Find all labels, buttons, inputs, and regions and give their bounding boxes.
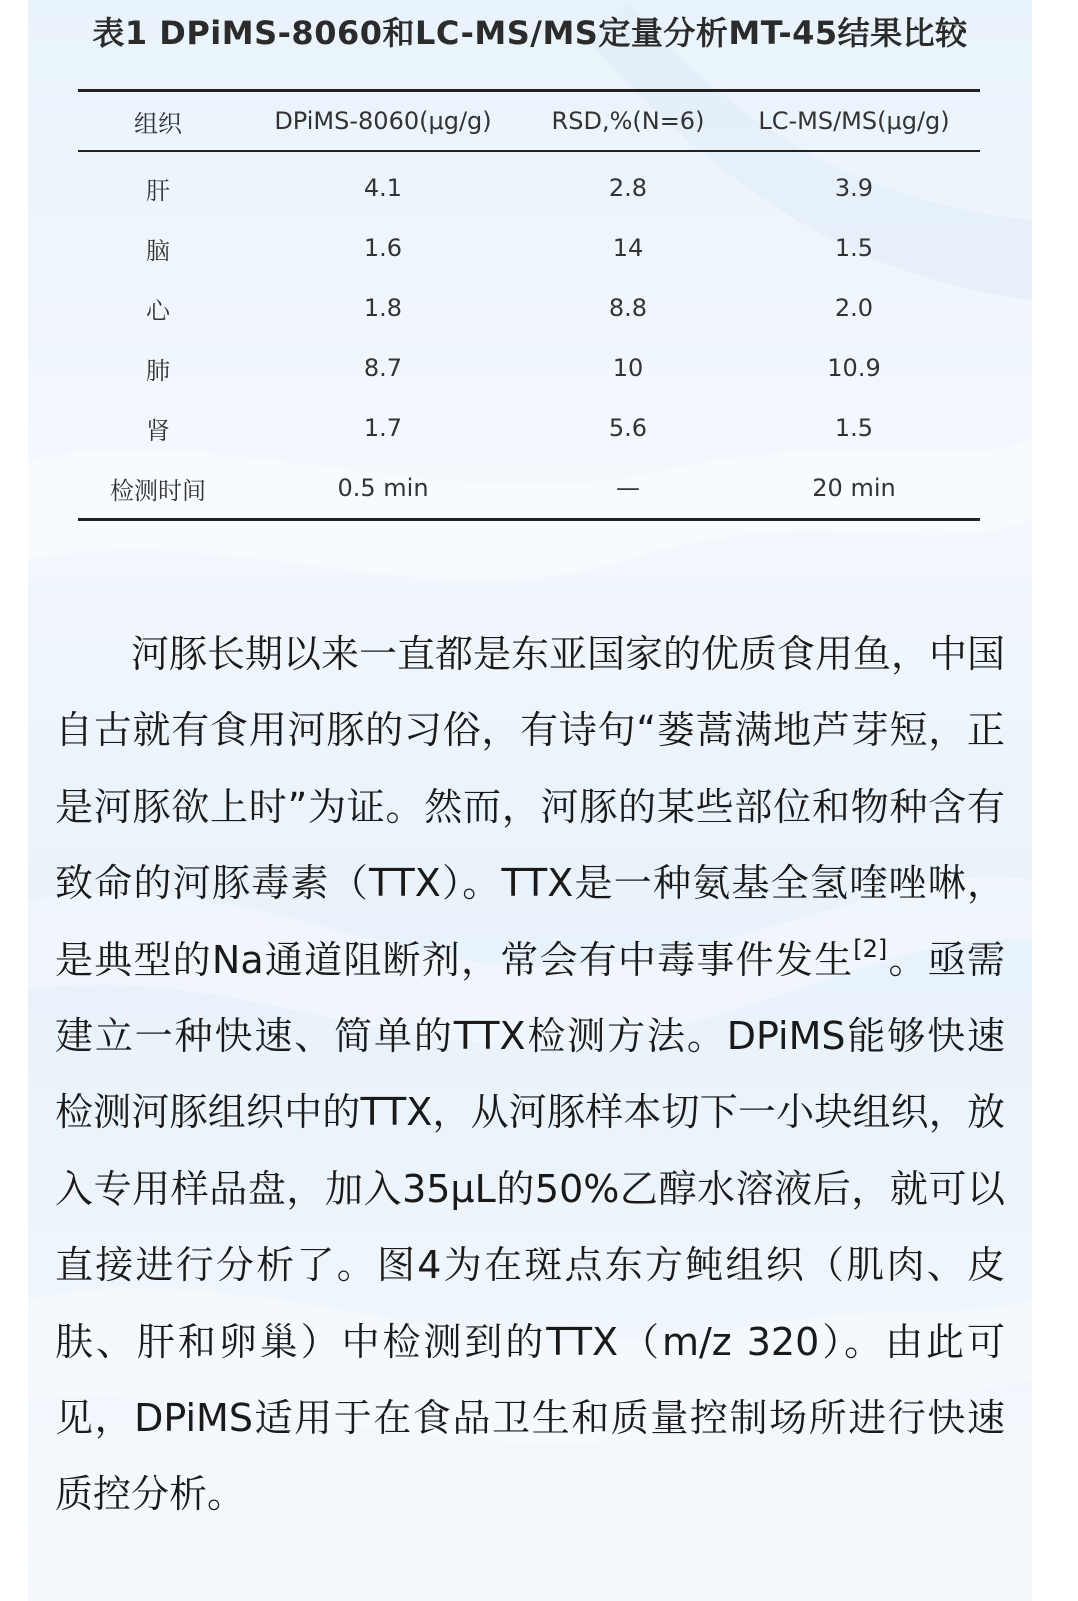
header-lcms: LC-MS/MS(μg/g) — [758, 107, 950, 135]
cell-tissue: 肾 — [146, 416, 170, 445]
cell-dpims: 0.5 min — [337, 474, 429, 502]
cell-rsd: 10 — [612, 354, 644, 382]
paragraph-text-part2: 。亟需建立一种快速、简单的TTX检测方法。DPiMS能够快速检测河豚组织中的TTX，从河豚样本切下一小块组织，放入专用样品盘，加入35μL的50%乙醇水溶液后，就可以直接进行分析了。图4为在斑点东方鲀组织（肌肉、皮肤、肝和卵巢）中检测到的TTX（m/z 320）。由此可见，DPiMS适用于在食品卫生和质量控制场所进行快速质控分析。 — [55, 937, 1005, 1517]
paragraph-text-part1: 河豚长期以来一直都是东亚国家的优质食用鱼，中国自古就有食用河豚的习俗，有诗句“蒌蒿满地芦芽短，正是河豚欲上时”为证。然而，河豚的某些部位和物种含有致命的河豚毒素（TTX）。TTX是一种氨基全氢喹唑啉，是典型的Na通道阻断剂，常会有中毒事件发生 — [55, 632, 1006, 982]
cell-lcms: 2.0 — [834, 294, 874, 322]
cell-dpims: 1.7 — [363, 414, 403, 442]
table-row-detection-time — [78, 458, 980, 520]
body-paragraph — [55, 616, 1005, 1533]
cell-rsd: 5.6 — [608, 414, 648, 442]
cell-tissue: 检测时间 — [110, 476, 206, 505]
reference-superscript: [2] — [853, 934, 888, 963]
cell-lcms: 10.9 — [827, 354, 881, 382]
table-title: 表1 DPiMS-8060和LC-MS/MS定量分析MT-45结果比较 — [92, 14, 968, 52]
table-row — [78, 151, 980, 218]
table-row — [78, 338, 980, 398]
table-row — [78, 398, 980, 458]
article-page — [28, 0, 1032, 1601]
header-rsd: RSD,%(N=6) — [551, 107, 705, 135]
cell-dpims: 8.7 — [363, 354, 403, 382]
header-dpims: DPiMS-8060(μg/g) — [274, 107, 492, 135]
cell-tissue: 心 — [146, 296, 170, 325]
cell-lcms: 1.5 — [834, 414, 874, 442]
cell-tissue: 肝 — [146, 176, 170, 205]
cell-tissue: 脑 — [146, 236, 170, 265]
table-row — [78, 278, 980, 338]
comparison-table — [78, 89, 980, 521]
cell-rsd: 2.8 — [608, 174, 648, 202]
cell-rsd: 8.8 — [608, 294, 648, 322]
table-row — [78, 218, 980, 278]
cell-dpims: 1.6 — [363, 234, 403, 262]
cell-lcms: 1.5 — [834, 234, 874, 262]
cell-lcms: 3.9 — [834, 174, 874, 202]
header-tissue: 组织 — [134, 109, 182, 138]
table-header-row — [78, 91, 980, 152]
cell-dpims: 4.1 — [363, 174, 403, 202]
cell-lcms: 20 min — [812, 474, 896, 502]
cell-rsd: 14 — [612, 234, 644, 262]
cell-dpims: 1.8 — [363, 294, 403, 322]
cell-tissue: 肺 — [146, 356, 170, 385]
cell-rsd: — — [616, 474, 640, 502]
